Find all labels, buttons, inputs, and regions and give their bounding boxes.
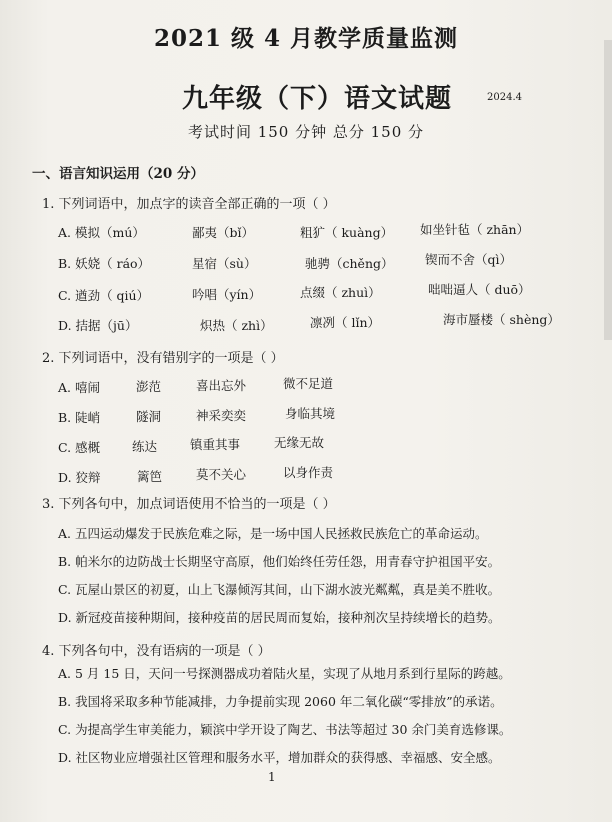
q1-option-b-4: 锲而不舍（qì）	[425, 252, 512, 267]
q1-option-b-1: B. 妖娆（ ráo）	[58, 256, 151, 271]
q1-option-c-3: 点缀（ zhuì）	[300, 285, 381, 300]
exam-title: 2021 级 4 月教学质量监测	[153, 25, 459, 52]
q1-option-a-2: 鄙夷（bǐ）	[192, 225, 254, 240]
q2-option-a-3: 喜出忘外	[196, 378, 247, 393]
q2-option-b-1: B. 陡峭	[58, 410, 101, 425]
q3-option-b: B. 帕米尔的边防战士长期坚守高原，他们始终任劳任怨，用青春守护祖国平安。	[58, 554, 501, 569]
q1-option-d-4: 海市蜃楼（ shèng）	[443, 312, 560, 327]
q1-option-d-3: 凛冽（ lǐn）	[310, 315, 381, 330]
q1-option-d-1: D. 拮据（jū）	[58, 318, 138, 333]
exam-subtitle: 九年级（下）语文试题	[182, 84, 453, 114]
q2-option-a-4: 微不足道	[283, 376, 334, 391]
question-2-stem: 2. 下列词语中，没有错别字的一项是（ ）	[42, 351, 284, 366]
q3-option-a: A. 五四运动爆发于民族危难之际，是一场中国人民拯救民族危亡的革命运动。	[58, 526, 488, 541]
page-number: 1	[268, 770, 276, 784]
q2-option-d-4: 以身作责	[283, 465, 334, 480]
q1-option-c-1: C. 遒劲（ qiú）	[58, 288, 150, 303]
q2-option-b-2: 隧洞	[136, 409, 162, 424]
question-4-stem: 4. 下列各句中，没有语病的一项是（ ）	[42, 644, 271, 659]
q1-option-a-4: 如坐针毡（ zhān）	[420, 222, 530, 237]
q2-option-d-3: 莫不关心	[196, 467, 247, 482]
scan-shadow	[604, 40, 612, 340]
q2-option-b-4: 身临其境	[285, 406, 336, 421]
question-1-stem: 1. 下列词语中，加点字的读音全部正确的一项（ ）	[42, 197, 336, 212]
q1-option-b-3: 驰骋（chěng）	[305, 256, 394, 271]
q1-option-a-3: 粗犷（ kuàng）	[300, 225, 394, 240]
q2-option-c-1: C. 感概	[58, 440, 101, 455]
q3-option-c: C. 瓦屋山景区的初夏，山上飞瀑倾泻其间，山下湖水波光粼粼，真是美不胜收。	[58, 582, 501, 597]
q2-option-c-4: 无缘无故	[274, 435, 325, 450]
q2-option-d-1: D. 狡辩	[58, 470, 101, 485]
q4-option-c: C. 为提高学生审美能力，颖滨中学开设了陶艺、书法等超过 30 余门美育选修课。	[58, 722, 512, 737]
q2-option-d-2: 篱笆	[137, 469, 163, 484]
q1-option-d-2: 炽热（ zhì）	[200, 318, 273, 333]
q4-option-d: D. 社区物业应增强社区管理和服务水平，增加群众的获得感、幸福感、安全感。	[58, 750, 501, 765]
q3-option-d: D. 新冠疫苗接种期间，接种疫苗的居民周而复始，接种剂次呈持续增长的趋势。	[58, 610, 501, 625]
section-heading: 一、语言知识运用（20 分）	[32, 166, 204, 182]
question-3-stem: 3. 下列各句中，加点词语使用不恰当的一项是（ ）	[42, 497, 336, 512]
q1-option-c-2: 吟唱（yín）	[192, 287, 262, 302]
q2-option-c-3: 镇重其事	[190, 437, 241, 452]
exam-info: 考试时间 150 分钟 总分 150 分	[187, 123, 425, 141]
q2-option-c-2: 练达	[132, 439, 158, 454]
q4-option-b: B. 我国将采取多种节能减排，力争提前实现 2060 年二氧化碳“零排放”的承诺。	[58, 694, 503, 709]
q1-option-b-2: 星宿（sù）	[192, 256, 257, 271]
q1-option-c-4: 咄咄逼人（ duō）	[428, 282, 531, 297]
q2-option-a-1: A. 嘻闹	[58, 380, 100, 395]
exam-date: 2024.4	[487, 92, 522, 103]
q2-option-a-2: 澎范	[136, 379, 162, 394]
q2-option-b-3: 神采奕奕	[196, 408, 247, 423]
q1-option-a-1: A. 模拟（mú）	[58, 225, 145, 240]
q4-option-a: A. 5 月 15 日，天问一号探测器成功着陆火星，实现了从地月系到行星际的跨越。	[58, 666, 511, 681]
